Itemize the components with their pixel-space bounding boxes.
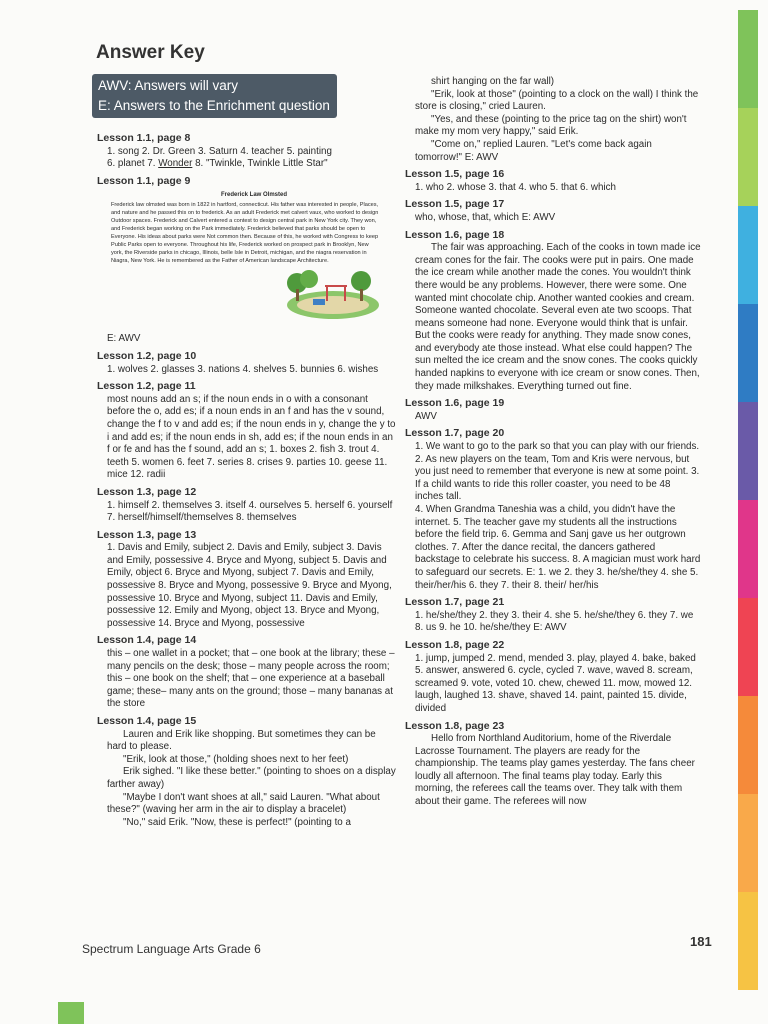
- passage-title: Frederick Law Olmsted: [220, 192, 288, 199]
- lesson-heading: Lesson 1.6, page 18: [405, 228, 505, 241]
- story-paragraph: Lauren and Erik like shopping. But sometimes they can be hard to please.: [107, 728, 376, 753]
- answer-text: 1. wolves 2. glasses 3. nations 4. shelves 5. bunnies 6. wishes: [107, 363, 379, 375]
- lesson-heading: Lesson 1.5, page 16: [405, 168, 505, 181]
- legend-box: [92, 74, 337, 118]
- answer-text: 1. who 2. whose 3. that 4. who 5. that 6. which: [415, 181, 616, 193]
- answer-text: [415, 733, 701, 809]
- rainbow-band: [738, 500, 758, 598]
- lesson-heading: Lesson 1.5, page 17: [405, 198, 505, 211]
- rainbow-band: [738, 892, 758, 990]
- book-footer: Spectrum Language Arts Grade 6: [82, 942, 261, 956]
- lesson-heading: Lesson 1.1, page 8: [97, 132, 191, 144]
- lesson-heading: Lesson 1.3, page 13: [97, 528, 197, 541]
- rainbow-band: [738, 10, 758, 108]
- answer-text: 1. Davis and Emily, subject 2. Davis and Emily, subject 3. Davis and Emily, possessive 4. Bryce and Myong, subject 5. Davis and Emily, object 6. Bryce and Myong, subject 7. Davis and Emily, possessive 8. Bryce and Myong, possessive 9. Bryce and Myong, possessive 10. Bryce and Myong, subject 11. Davis and Emily, possessive 12. Emily and Myong, object 13. Bryce and Myong, possessive 14. Bryce and Myong, possessive: [107, 542, 392, 629]
- rainbow-band: [738, 304, 758, 402]
- answer-text: [415, 242, 701, 393]
- park-illustration: [283, 265, 379, 321]
- page-number: 181: [690, 934, 712, 949]
- answer-text: most nouns add an s; if the noun ends in o with a consonant before the o, add es; if a noun ends in an f and has the v sound, change the f to v and add es; if the noun ends in y, change the y to i and add es; if the noun ends in sh, add es; if the noun ends in an f or fe and has the f sound, add an s; 1. boxes 2. fish 3. trout 4. teeth 5. women 6. feet 7. series 8. crises 9. parties 10. geese 11. mice 12. radii: [107, 393, 396, 481]
- lesson-heading: Lesson 1.2, page 10: [97, 349, 197, 362]
- rainbow-band: [738, 402, 758, 500]
- story-paragraph: "Maybe I don't want shoes at all," said Lauren. "What about these?" (waving her arm in the air to display a bracelet): [107, 791, 380, 816]
- lesson-heading: Lesson 1.8, page 23: [405, 719, 505, 732]
- lesson-heading: Lesson 1.7, page 21: [405, 596, 505, 609]
- right-column: [405, 76, 701, 809]
- story-paragraph: "No," said Erik. "Now, these is perfect!" (pointing to a: [123, 816, 351, 828]
- legend-awv: AWV: Answers will vary: [98, 78, 239, 93]
- passage-text: Frederick law olmsted was born in 1822 in hartford, connecticut. His father was interested in people, Places, and nature and he passed this on to frederick. As an adult Frederick met calvert vaux, who worked to design Outdoor spaces. Frederick and Calvert entered a contest to design central park in New York city. They won, and Frederick began working on the Park immediately. Frederick believed that parks should be open to Everyone. His ideas about parks were Not common then. Because of this, he worked with Congress to keep Public Parks open to everyone. Throughout his life, Frederick worked on prospect park in Brooklyn, New york, the Riverside parks in chicago, Illinois, belle Isle in Detroit, michigan, and the niagra reservation in Niagra, New York. He is remembered as the Father of American landscape Architecture.: [111, 202, 379, 265]
- rainbow-band: [738, 108, 758, 206]
- answer-text: 1. he/she/they 2. they 3. their 4. she 5. he/she/they 6. they 7. we 8. us 9. he 10. he/she/they E: AWV: [415, 609, 694, 634]
- answer-text: [415, 441, 701, 592]
- legend-enrichment: E: Answers to the Enrichment question: [98, 98, 330, 113]
- rainbow-band: [738, 794, 758, 892]
- story-paragraph: "Erik, look at those," (holding shoes next to her feet): [123, 753, 349, 765]
- story-paragraph: shirt hanging on the far wall): [431, 76, 555, 87]
- answer-text: 1. jump, jumped 2. mend, mended 3. play, played 4. bake, baked 5. answer, answered 6. cycle, cycled 7. wave, waved 8. scream, screamed 9. vote, voted 10. chew, chewed 11. mow, mowed 12. laugh, laughed 13. shave, shaved 14. paint, painted 15. divide, divided: [415, 652, 696, 714]
- lesson-heading: Lesson 1.4, page 15: [97, 715, 197, 727]
- story-paragraph: "Erik, look at those" (pointing to a clock on the wall) I think the store is closing," cried Lauren.: [415, 88, 699, 113]
- answer-line: 4. When Grandma Taneshia was a child, you didn't have the internet. 5. The teacher gave my students all the instructions before the field trip. 6. Gemma and Sanj gave us her outgrown clothes. 7. After the dance recital, the dancers gathered backstage to celebrate his success. 8. A magician must work hard to safeguard our secrets. E: 1. we 2. they 3. he/she/they 4. she 5. their/her/his 6. they 7. their 8. their/ her/his: [415, 504, 701, 591]
- answer-text: AWV: [415, 410, 437, 422]
- corner-tab: [58, 1002, 84, 1024]
- story-paragraph: The fair was approaching. Each of the cooks in town made ice cream cones for the fair. The cooks were put in pairs. One made the ice cream while another made the cones. You wouldn't think there would be any problems. However, there were some. One wanted mint chocolate chip. Another wanted cookies and cream. Someone wanted chocolate. Several even ate two scoops. That means someone had none. Everyone would think that is unfair. But the cooks were ready for anything. They made snow cones, and everybody ate those instead. What else could happen? The sun melted the ice cream and the snow cones. The cooks quickly handed napkins to everyone with ice cream or snow cones. Then, they made milkshakes. Everything turned out fine.: [415, 242, 701, 392]
- rainbow-band: [738, 696, 758, 794]
- story-paragraph: Hello from Northland Auditorium, home of the Riverdale Lacrosse Tournament. The players are ready for the championship. The teams play games yesterday. The fans cheer loudly all afternoon. The final teams play today. Early this morning, the referees call the teams over. They talk with them about their game. The referees will now: [415, 733, 695, 808]
- answer-text: 1. himself 2. themselves 3. itself 4. ourselves 5. herself 6. yourself 7. herself/himself/themselves 8. themselves: [107, 499, 393, 524]
- lesson-heading: Lesson 1.2, page 11: [97, 380, 196, 393]
- answer-line: [107, 158, 397, 171]
- answer-fragment: 8. "Twinkle, Twinkle Little Star": [192, 158, 328, 170]
- olmsted-passage: [111, 191, 397, 329]
- rainbow-band: [738, 206, 758, 304]
- lesson-heading: Lesson 1.3, page 12: [97, 485, 197, 498]
- answer-line: 1. We want to go to the park so that you can play with our friends. 2. As new players on the team, Tom and Kris were nervous, but you just need to remember that everyone is new at some point. 3. If a child wants to ride this roller coaster, you need to be 48 inches tall.: [415, 441, 700, 503]
- rainbow-edge-strip: [738, 10, 758, 990]
- rainbow-band: [738, 598, 758, 696]
- story-paragraph: "Come on," replied Lauren. "Let's come back again tomorrow!" E: AWV: [415, 138, 652, 163]
- answer-text: E: AWV: [107, 333, 141, 345]
- answer-fragment: 6. planet 7.: [107, 158, 159, 170]
- lesson-heading: Lesson 1.7, page 20: [405, 427, 505, 440]
- story-paragraph: "Yes, and these (pointing to the price tag on the shirt) won't make my mom very happy," said Erik.: [415, 113, 687, 138]
- lesson-heading: Lesson 1.4, page 14: [97, 634, 197, 647]
- lesson-heading: Lesson 1.6, page 19: [405, 397, 505, 410]
- lesson-heading: Lesson 1.8, page 22: [405, 638, 505, 651]
- answer-text: this – one wallet in a pocket; that – one book at the library; these – many pencils on the desk; those – many people across the room; this – one book on the shelf; that – one experience at a baseball game; these– many ants on the ground; those – many bananas at the store: [107, 648, 395, 710]
- story-paragraph: Erik sighed. "I like these better." (pointing to shoes on a display farther away): [107, 766, 396, 790]
- answer-text: [107, 146, 397, 171]
- page-title: Answer Key: [96, 42, 205, 63]
- lesson-heading: Lesson 1.1, page 9: [97, 174, 191, 187]
- answer-text: who, whose, that, which E: AWV: [415, 211, 556, 223]
- answer-line: 1. song 2. Dr. Green 3. Saturn 4. teacher 5. painting: [107, 145, 332, 157]
- answer-text: [415, 76, 701, 164]
- underlined-word: Wonder: [158, 158, 193, 170]
- left-column: [97, 128, 397, 829]
- answer-text: [107, 729, 397, 830]
